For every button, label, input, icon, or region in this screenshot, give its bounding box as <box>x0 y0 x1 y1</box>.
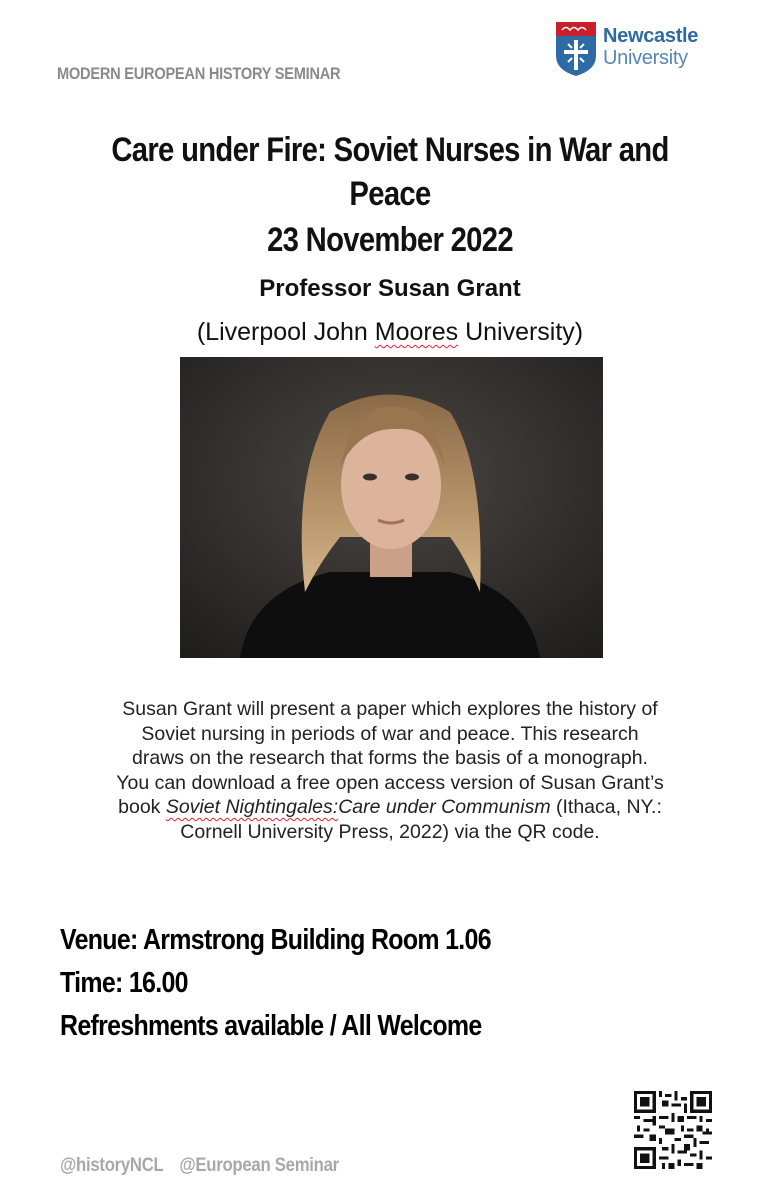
event-title-line2: Peace <box>349 175 431 213</box>
qr-code-icon[interactable] <box>634 1091 712 1169</box>
speaker-affiliation: (Liverpool John Moores University) <box>196 318 584 346</box>
event-title-line1: Care under Fire: Soviet Nurses in War and <box>111 131 669 169</box>
logo-line1: Newcastle <box>603 25 699 47</box>
speaker-photo <box>180 357 603 658</box>
description: Susan Grant will present a paper which explores the history of Soviet nursing in periods of war and peace. This research draws on the research that forms the basis of a monograph. You can download a free open access version of Susan Grant’s book Soviet Nightingales:Care under Communism (Ithaca, NY.: Cornell University Press, 2022) via the QR code. <box>116 698 664 843</box>
series-title: MODERN EUROPEAN HISTORY SEMINAR <box>57 64 341 83</box>
time: Time: 16.00 <box>60 967 188 999</box>
event-title <box>106 128 674 216</box>
speaker-name: Professor Susan Grant <box>259 275 521 302</box>
logo-line2: University <box>603 47 688 69</box>
spellcheck-flagged-word: Moores <box>374 318 459 346</box>
twitter-handle-seminar[interactable]: @European Seminar <box>179 1155 339 1176</box>
twitter-handle-history[interactable]: @historyNCL <box>60 1155 164 1176</box>
university-logo <box>556 22 716 78</box>
refreshments: Refreshments available / All Welcome <box>60 1010 482 1042</box>
newcastle-shield-icon <box>556 22 596 76</box>
book-title-rest: Care under Communism <box>338 796 551 818</box>
event-date: 23 November 2022 <box>267 221 513 259</box>
venue: Venue: Armstrong Building Room 1.06 <box>60 924 491 956</box>
book-title-flagged: Soviet Nightingales: <box>165 796 339 818</box>
footer-handles <box>60 1155 355 1177</box>
